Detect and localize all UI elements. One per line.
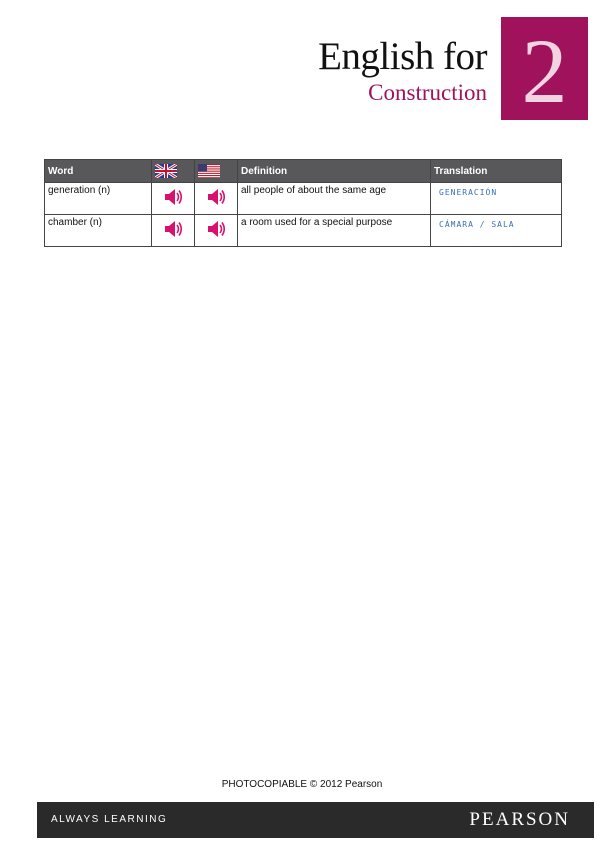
column-header-word: Word [45, 160, 152, 183]
column-header-uk [152, 160, 195, 183]
speaker-icon[interactable] [162, 218, 184, 240]
level-badge [501, 17, 588, 120]
vocabulary-table [44, 159, 562, 247]
us-audio-button[interactable] [195, 215, 238, 247]
word-cell: generation (n) [45, 183, 152, 215]
column-header-translation: Translation [431, 160, 562, 183]
publisher-logo: PEARSON [469, 809, 570, 830]
uk-flag-icon [155, 164, 177, 178]
column-header-us [195, 160, 238, 183]
book-title: English for [318, 35, 487, 78]
table-row [45, 215, 562, 247]
definition-cell: a room used for a special purpose [238, 215, 431, 247]
definition-cell: all people of about the same age [238, 183, 431, 215]
level-number: 2 [521, 20, 568, 122]
book-subtitle: Construction [368, 80, 487, 105]
photocopiable-notice: PHOTOCOPIABLE © 2012 Pearson [221, 779, 383, 790]
us-flag-icon [198, 164, 220, 178]
speaker-icon[interactable] [162, 186, 184, 208]
footer-bar [37, 802, 594, 838]
table-row [45, 183, 562, 215]
uk-audio-button[interactable] [152, 183, 195, 215]
translation-cell [431, 215, 562, 247]
uk-audio-button[interactable] [152, 215, 195, 247]
translation-text: CÁMARA / SALA [439, 220, 515, 229]
speaker-icon[interactable] [205, 186, 227, 208]
table-header-row [45, 160, 562, 183]
column-header-definition: Definition [238, 160, 431, 183]
speaker-icon[interactable] [205, 218, 227, 240]
brand-header [0, 0, 604, 125]
translation-text: GENERACIÓN [439, 188, 498, 197]
us-audio-button[interactable] [195, 183, 238, 215]
footer-tagline: ALWAYS LEARNING [51, 814, 168, 825]
translation-cell [431, 183, 562, 215]
word-cell: chamber (n) [45, 215, 152, 247]
